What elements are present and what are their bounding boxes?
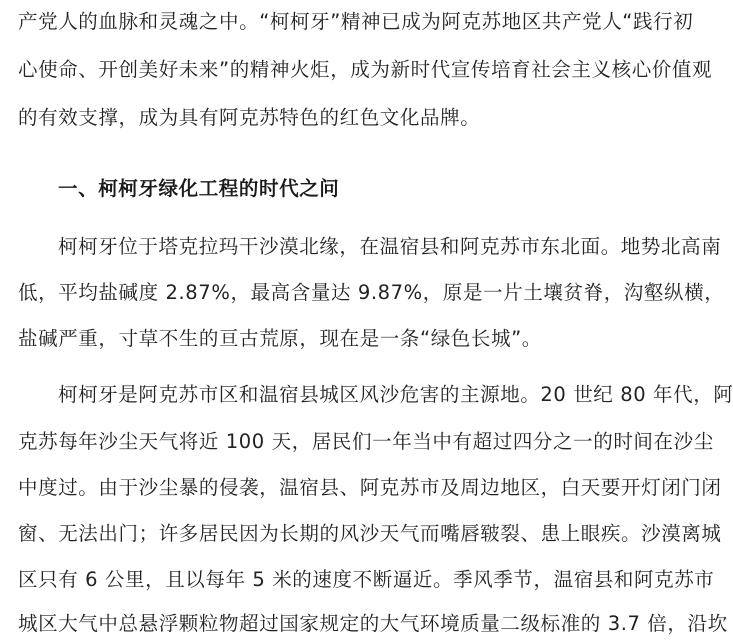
- intro-line-1: 产党人的血脉和灵魂之中。“柯柯牙”精神已成为阿克苏地区共产党人“践行初: [18, 10, 694, 33]
- p2-line-1: 柯柯牙是阿克苏市区和温宿县城区风沙危害的主源地。20 世纪 80 年代，阿: [58, 383, 733, 406]
- p2-line-2: 克苏每年沙尘天气将近 100 天，居民们一年当中有超过四分之一的时间在沙尘: [18, 430, 714, 453]
- p2-line-5: 区只有 6 公里，且以每年 5 米的速度不断逼近。季风季节，温宿县和阿克苏市: [18, 568, 715, 591]
- p2-line-3: 中度过。由于沙尘暴的侵袭，温宿县、阿克苏市及周边地区，白天要开灯闭门闭: [18, 476, 722, 499]
- p1-line-2: 低，平均盐碱度 2.87%，最高含量达 9.87%，原是一片土壤贫脊，沟壑纵横，: [18, 281, 725, 304]
- intro-line-2: 心使命、开创美好未来”的精神火炬，成为新时代宣传培育社会主义核心价值观: [18, 58, 713, 81]
- p1-line-3: 盐碱严重，寸草不生的亘古荒原，现在是一条“绿色长城”。: [18, 327, 542, 350]
- p1-line-1: 柯柯牙位于塔克拉玛干沙漠北缘，在温宿县和阿克苏市东北面。地势北高南: [58, 235, 722, 258]
- p2-line-4: 窗、无法出门；许多居民因为长期的风沙天气而嘴唇皲裂、患上眼疾。沙漠离城: [18, 522, 722, 545]
- intro-line-3: 的有效支撑，成为具有阿克苏特色的红色文化品牌。: [18, 106, 481, 129]
- section-heading: 一、柯柯牙绿化工程的时代之问: [58, 177, 340, 200]
- p2-line-6: 城区大气中总悬浮颗粒物超过国家规定的大气环境质量二级标准的 3.7 倍，沿坎: [18, 612, 728, 635]
